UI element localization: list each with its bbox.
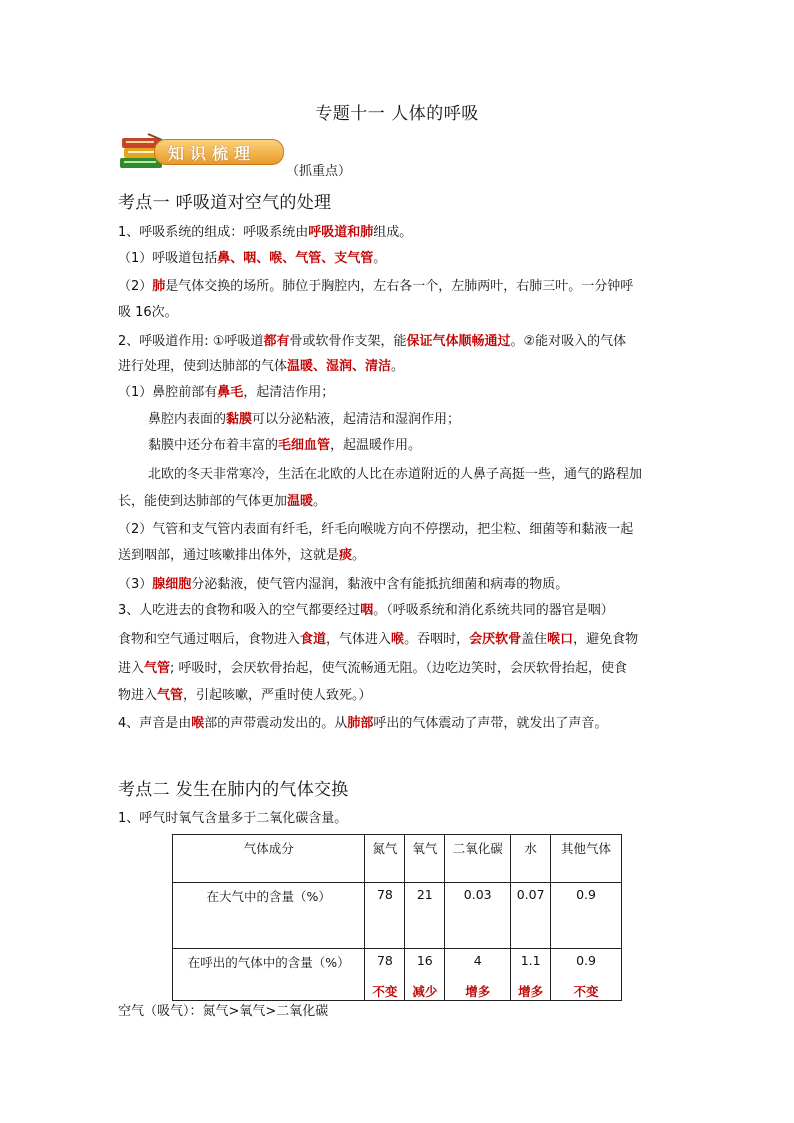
s1-line-1 — [118, 224, 678, 242]
cell-value: 1.1 — [520, 953, 541, 968]
text: ，起温暖作用。 — [330, 438, 422, 453]
table-header: 水 — [511, 835, 551, 883]
s1-line-4: 吸 16次。 — [118, 305, 178, 320]
text: 是气体交换的场所。肺位于胸腔内，左右各一个，左肺两叶，右肺三叶。一分钟呼 — [165, 279, 634, 294]
s1-line-3 — [118, 278, 678, 296]
text: （1）呼吸道包括 — [118, 251, 218, 266]
table-cell — [405, 949, 445, 1001]
table-cell: 0.07 — [511, 883, 551, 949]
text: 骨或软骨作支架，能 — [289, 334, 407, 349]
s1-line-12: （2）气管和支气管内表面有纤毛，纤毛向喉咙方向不停摆动，把尘粒、细菌等和黏液一起 — [118, 522, 634, 537]
s1-line-19 — [118, 715, 678, 733]
table-cell: 78 — [365, 883, 405, 949]
change-label: 不变 — [573, 984, 599, 999]
text: 。 — [352, 548, 366, 563]
text: 食物和空气通过咽后，食物进入 — [118, 632, 301, 647]
text: 部的声带震动发出的。从 — [204, 716, 348, 731]
cell-value: 16 — [416, 953, 433, 968]
text: 盖住 — [521, 632, 548, 647]
text: 鼻腔内表面的 — [148, 412, 227, 427]
key-term: 呼吸道和肺 — [308, 225, 374, 240]
key-term: 都有 — [263, 334, 290, 349]
s1-line-7 — [118, 384, 678, 402]
s1-line-15 — [118, 602, 678, 620]
s1-line-8 — [148, 411, 708, 429]
text: ，避免食物 — [573, 632, 639, 647]
page-title: 专题十一 人体的呼吸 — [315, 104, 479, 124]
change-label: 增多 — [465, 984, 491, 999]
text: ; 呼吸时，会厌软骨抬起，使气流畅通无阻。（边吃边笑时，会厌软骨抬起，使食 — [170, 661, 628, 676]
s1-line-17 — [118, 660, 678, 678]
change-label: 减少 — [412, 984, 438, 999]
text: （2） — [118, 279, 153, 294]
s2-line-1: 1、呼气时氧气含量多于二氧化碳含量。 — [118, 811, 348, 826]
table-cell — [365, 949, 405, 1001]
text: （3） — [118, 577, 153, 592]
text: 。②能对吸入的气体 — [510, 334, 627, 349]
key-term: 温暖 — [287, 494, 314, 509]
s1-line-13 — [118, 547, 678, 565]
table-header: 气体成分 — [173, 835, 365, 883]
s1-line-9 — [148, 437, 708, 455]
table-cell — [551, 949, 622, 1001]
text: （1）鼻腔前部有 — [118, 385, 218, 400]
s2-footer: 空气（吸气）：氮气>氧气>二氧化碳 — [118, 1004, 329, 1019]
key-term: 黏膜 — [226, 412, 253, 427]
table-cell: 0.9 — [551, 883, 622, 949]
key-term: 温暖、湿润、清洁 — [287, 359, 392, 374]
key-term: 痰 — [339, 548, 353, 563]
text: 。 — [313, 494, 327, 509]
table-cell — [445, 949, 511, 1001]
text: 1、呼吸系统的组成：呼吸系统由 — [118, 225, 309, 240]
s1-line-10: 北欧的冬天非常寒冷，生活在北欧的人比在赤道附近的人鼻子高挺一些，通气的路程加 — [148, 467, 643, 482]
key-term: 腺细胞 — [152, 577, 192, 592]
text: 3、人吃进去的食物和吸入的空气都要经过 — [118, 603, 361, 618]
key-term: 保证气体顺畅通过 — [406, 334, 511, 349]
text: ，气体进入 — [326, 632, 392, 647]
text: 分泌黏液，使气管内湿润，黏液中含有能抵抗细菌和病毒的物质。 — [191, 577, 569, 592]
section1-heading: 考点一 呼吸道对空气的处理 — [118, 193, 332, 213]
text: 4、声音是由 — [118, 716, 192, 731]
table-cell: 在大气中的含量（%） — [173, 883, 365, 949]
text: 2、呼吸道作用: ①呼吸道 — [118, 334, 264, 349]
key-term: 会厌软骨 — [469, 632, 522, 647]
key-term: 气管 — [157, 688, 184, 703]
text: 黏膜中还分布着丰富的 — [148, 438, 279, 453]
table-header-row — [173, 835, 622, 883]
table-cell: 0.03 — [445, 883, 511, 949]
text: 进入 — [118, 661, 145, 676]
text: 。（呼吸系统和消化系统共同的器官是咽） — [373, 603, 614, 618]
table-row — [173, 949, 622, 1001]
table-header: 其他气体 — [551, 835, 622, 883]
key-term: 鼻毛 — [217, 385, 244, 400]
text: ，起清洁作用； — [243, 385, 335, 400]
section2-heading: 考点二 发生在肺内的气体交换 — [118, 780, 349, 800]
key-term: 气管 — [144, 661, 171, 676]
text: 长，能使到达肺部的气体更加 — [118, 494, 288, 509]
text: 。 — [373, 251, 387, 266]
gas-composition-table — [172, 834, 622, 1001]
s1-line-2 — [118, 250, 678, 268]
text: 。吞咽时， — [404, 632, 470, 647]
cell-value: 78 — [376, 953, 393, 968]
badge-note: （抓重点） — [286, 164, 352, 179]
table-cell — [511, 949, 551, 1001]
text: 可以分泌粘液，起清洁和湿润作用； — [252, 412, 461, 427]
badge-label: 知识梳理 — [168, 144, 257, 163]
key-term: 鼻、咽、喉、气管、支气管 — [217, 251, 374, 266]
table-header: 二氧化碳 — [445, 835, 511, 883]
text: 送到咽部，通过咳嗽排出体外，这就是 — [118, 548, 340, 563]
key-term: 毛细血管 — [278, 438, 331, 453]
cell-value: 4 — [473, 953, 482, 968]
s1-line-14 — [118, 576, 678, 594]
table-header: 氧气 — [405, 835, 445, 883]
s1-line-5 — [118, 333, 678, 351]
key-term: 喉 — [191, 716, 205, 731]
key-term: 咽 — [360, 603, 374, 618]
key-term: 肺 — [152, 279, 166, 294]
text: ，引起咳嗽，严重时使人致死。） — [183, 688, 372, 703]
key-term: 食道 — [300, 632, 327, 647]
key-term: 喉 — [391, 632, 405, 647]
text: 呼出的气体震动了声带，就发出了声音。 — [373, 716, 608, 731]
knowledge-badge — [118, 132, 288, 174]
table-cell: 21 — [405, 883, 445, 949]
s1-line-6 — [118, 358, 678, 376]
key-term: 肺部 — [347, 716, 374, 731]
text: 物进入 — [118, 688, 158, 703]
text: 进行处理，使到达肺部的气体 — [118, 359, 288, 374]
table-row — [173, 883, 622, 949]
change-label: 增多 — [518, 984, 544, 999]
key-term: 喉口 — [547, 632, 574, 647]
text: 组成。 — [373, 225, 413, 240]
table-cell: 在呼出的气体中的含量（%） — [173, 949, 365, 1001]
table-header: 氮气 — [365, 835, 405, 883]
s1-line-18 — [118, 687, 678, 705]
cell-value: 0.9 — [576, 953, 596, 968]
s1-line-11 — [118, 493, 678, 511]
s1-line-16 — [118, 631, 678, 649]
text: 。 — [391, 359, 405, 374]
change-label: 不变 — [372, 984, 398, 999]
